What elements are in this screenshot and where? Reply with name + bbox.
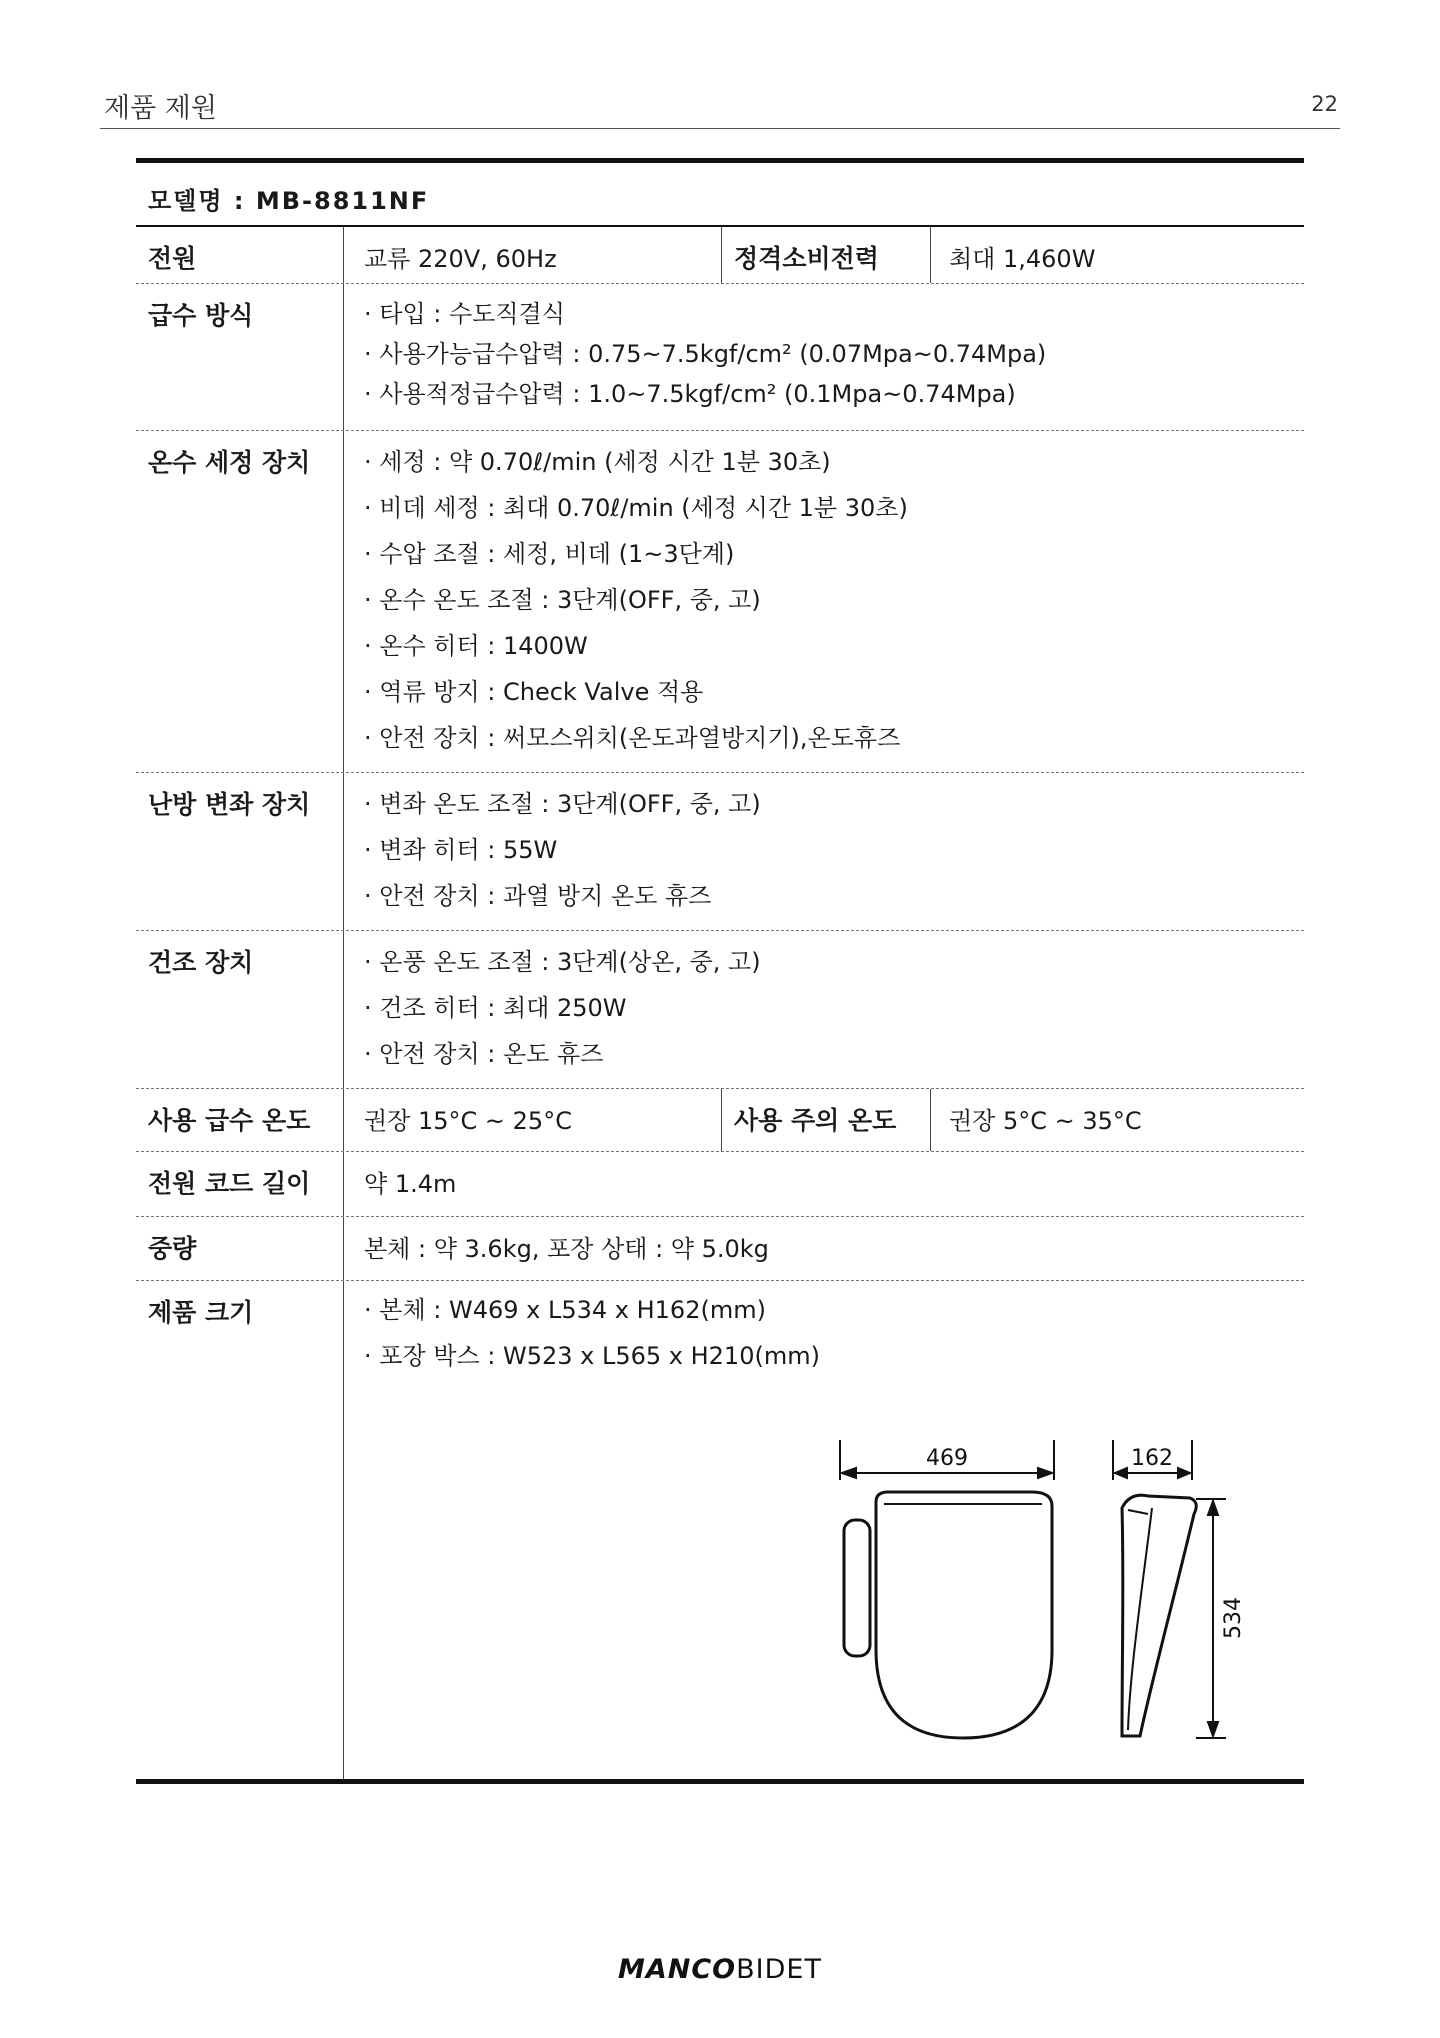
label-seat-heat: 난방 변좌 장치 [136,773,344,930]
header-divider [100,128,1340,129]
row-seat-heat [136,773,1304,931]
list-item: · 변좌 히터 : 55W [364,827,1304,873]
label-weight: 중량 [136,1217,344,1280]
row-cord [136,1152,1304,1217]
label-size: 제품 크기 [136,1281,344,1779]
value-power: 교류 220V, 60Hz [344,227,722,283]
row-warm-wash [136,431,1304,773]
list-item: · 온풍 온도 조절 : 3단계(상온, 중, 고) [364,939,1304,985]
row-weight [136,1217,1304,1281]
brand-logo-bold: MANCO [618,1954,737,1985]
label-dryer: 건조 장치 [136,931,344,1088]
value-water-temp: 권장 15°C ~ 25°C [344,1089,722,1151]
height-dimension-label: 162 [1131,1446,1173,1471]
page-title: 제품 제원 [104,93,217,124]
value-caution-temp: 권장 5°C ~ 35°C [949,1107,1142,1135]
label-water-temp: 사용 급수 온도 [136,1089,344,1151]
brand-logo-light: BIDET [736,1954,822,1985]
brand-logo [0,1954,1440,1985]
list-item: · 안전 장치 : 써모스위치(온도과열방지기),온도휴즈 [364,715,1304,761]
list-warm-wash [364,439,1304,761]
product-dimension-diagram [830,1440,1250,1750]
list-size [364,1287,1304,1379]
list-item: · 포장 박스 : W523 x L565 x H210(mm) [364,1333,1304,1379]
label-water-supply: 급수 방식 [136,284,344,430]
label-caution-temp: 사용 주의 온도 [722,1089,931,1151]
list-item: · 안전 장치 : 과열 방지 온도 휴즈 [364,873,1304,919]
row-power [136,227,1304,284]
label-cord: 전원 코드 길이 [136,1152,344,1216]
label-rated-power: 정격소비전력 [722,227,931,283]
width-dimension-label: 469 [926,1446,968,1471]
label-warm-wash: 온수 세정 장치 [136,431,344,772]
list-item: · 변좌 온도 조절 : 3단계(OFF, 중, 고) [364,781,1304,827]
list-item: · 사용가능급수압력 : 0.75~7.5kgf/cm² (0.07Mpa~0.74Mpa) [364,334,1304,374]
list-item: · 건조 히터 : 최대 250W [364,985,1304,1031]
page-number: 22 [1311,92,1338,116]
row-dryer [136,931,1304,1089]
length-dimension-label: 534 [1221,1597,1246,1639]
list-seat-heat [364,781,1304,919]
label-power: 전원 [136,227,344,283]
list-item: · 타입 : 수도직결식 [364,294,1304,334]
list-item: · 본체 : W469 x L534 x H162(mm) [364,1287,1304,1333]
list-item: · 역류 방지 : Check Valve 적용 [364,669,1304,715]
list-item: · 사용적정급수압력 : 1.0~7.5kgf/cm² (0.1Mpa~0.74Mpa) [364,374,1304,414]
list-item: · 안전 장치 : 온도 휴즈 [364,1031,1304,1077]
value-cord: 약 1.4m [364,1170,457,1198]
row-water-supply [136,284,1304,431]
model-name: 모델명 : MB-8811NF [136,163,1304,227]
value-weight: 본체 : 약 3.6kg, 포장 상태 : 약 5.0kg [364,1235,769,1263]
list-water-supply [364,294,1304,414]
list-item: · 비데 세정 : 최대 0.70ℓ/min (세정 시간 1분 30초) [364,485,1304,531]
list-dryer [364,939,1304,1077]
list-item: · 세정 : 약 0.70ℓ/min (세정 시간 1분 30초) [364,439,1304,485]
value-rated-power: 최대 1,460W [949,245,1096,273]
list-item: · 온수 히터 : 1400W [364,623,1304,669]
list-item: · 수압 조절 : 세정, 비데 (1~3단계) [364,531,1304,577]
list-item: · 온수 온도 조절 : 3단계(OFF, 중, 고) [364,577,1304,623]
row-temperature [136,1089,1304,1152]
